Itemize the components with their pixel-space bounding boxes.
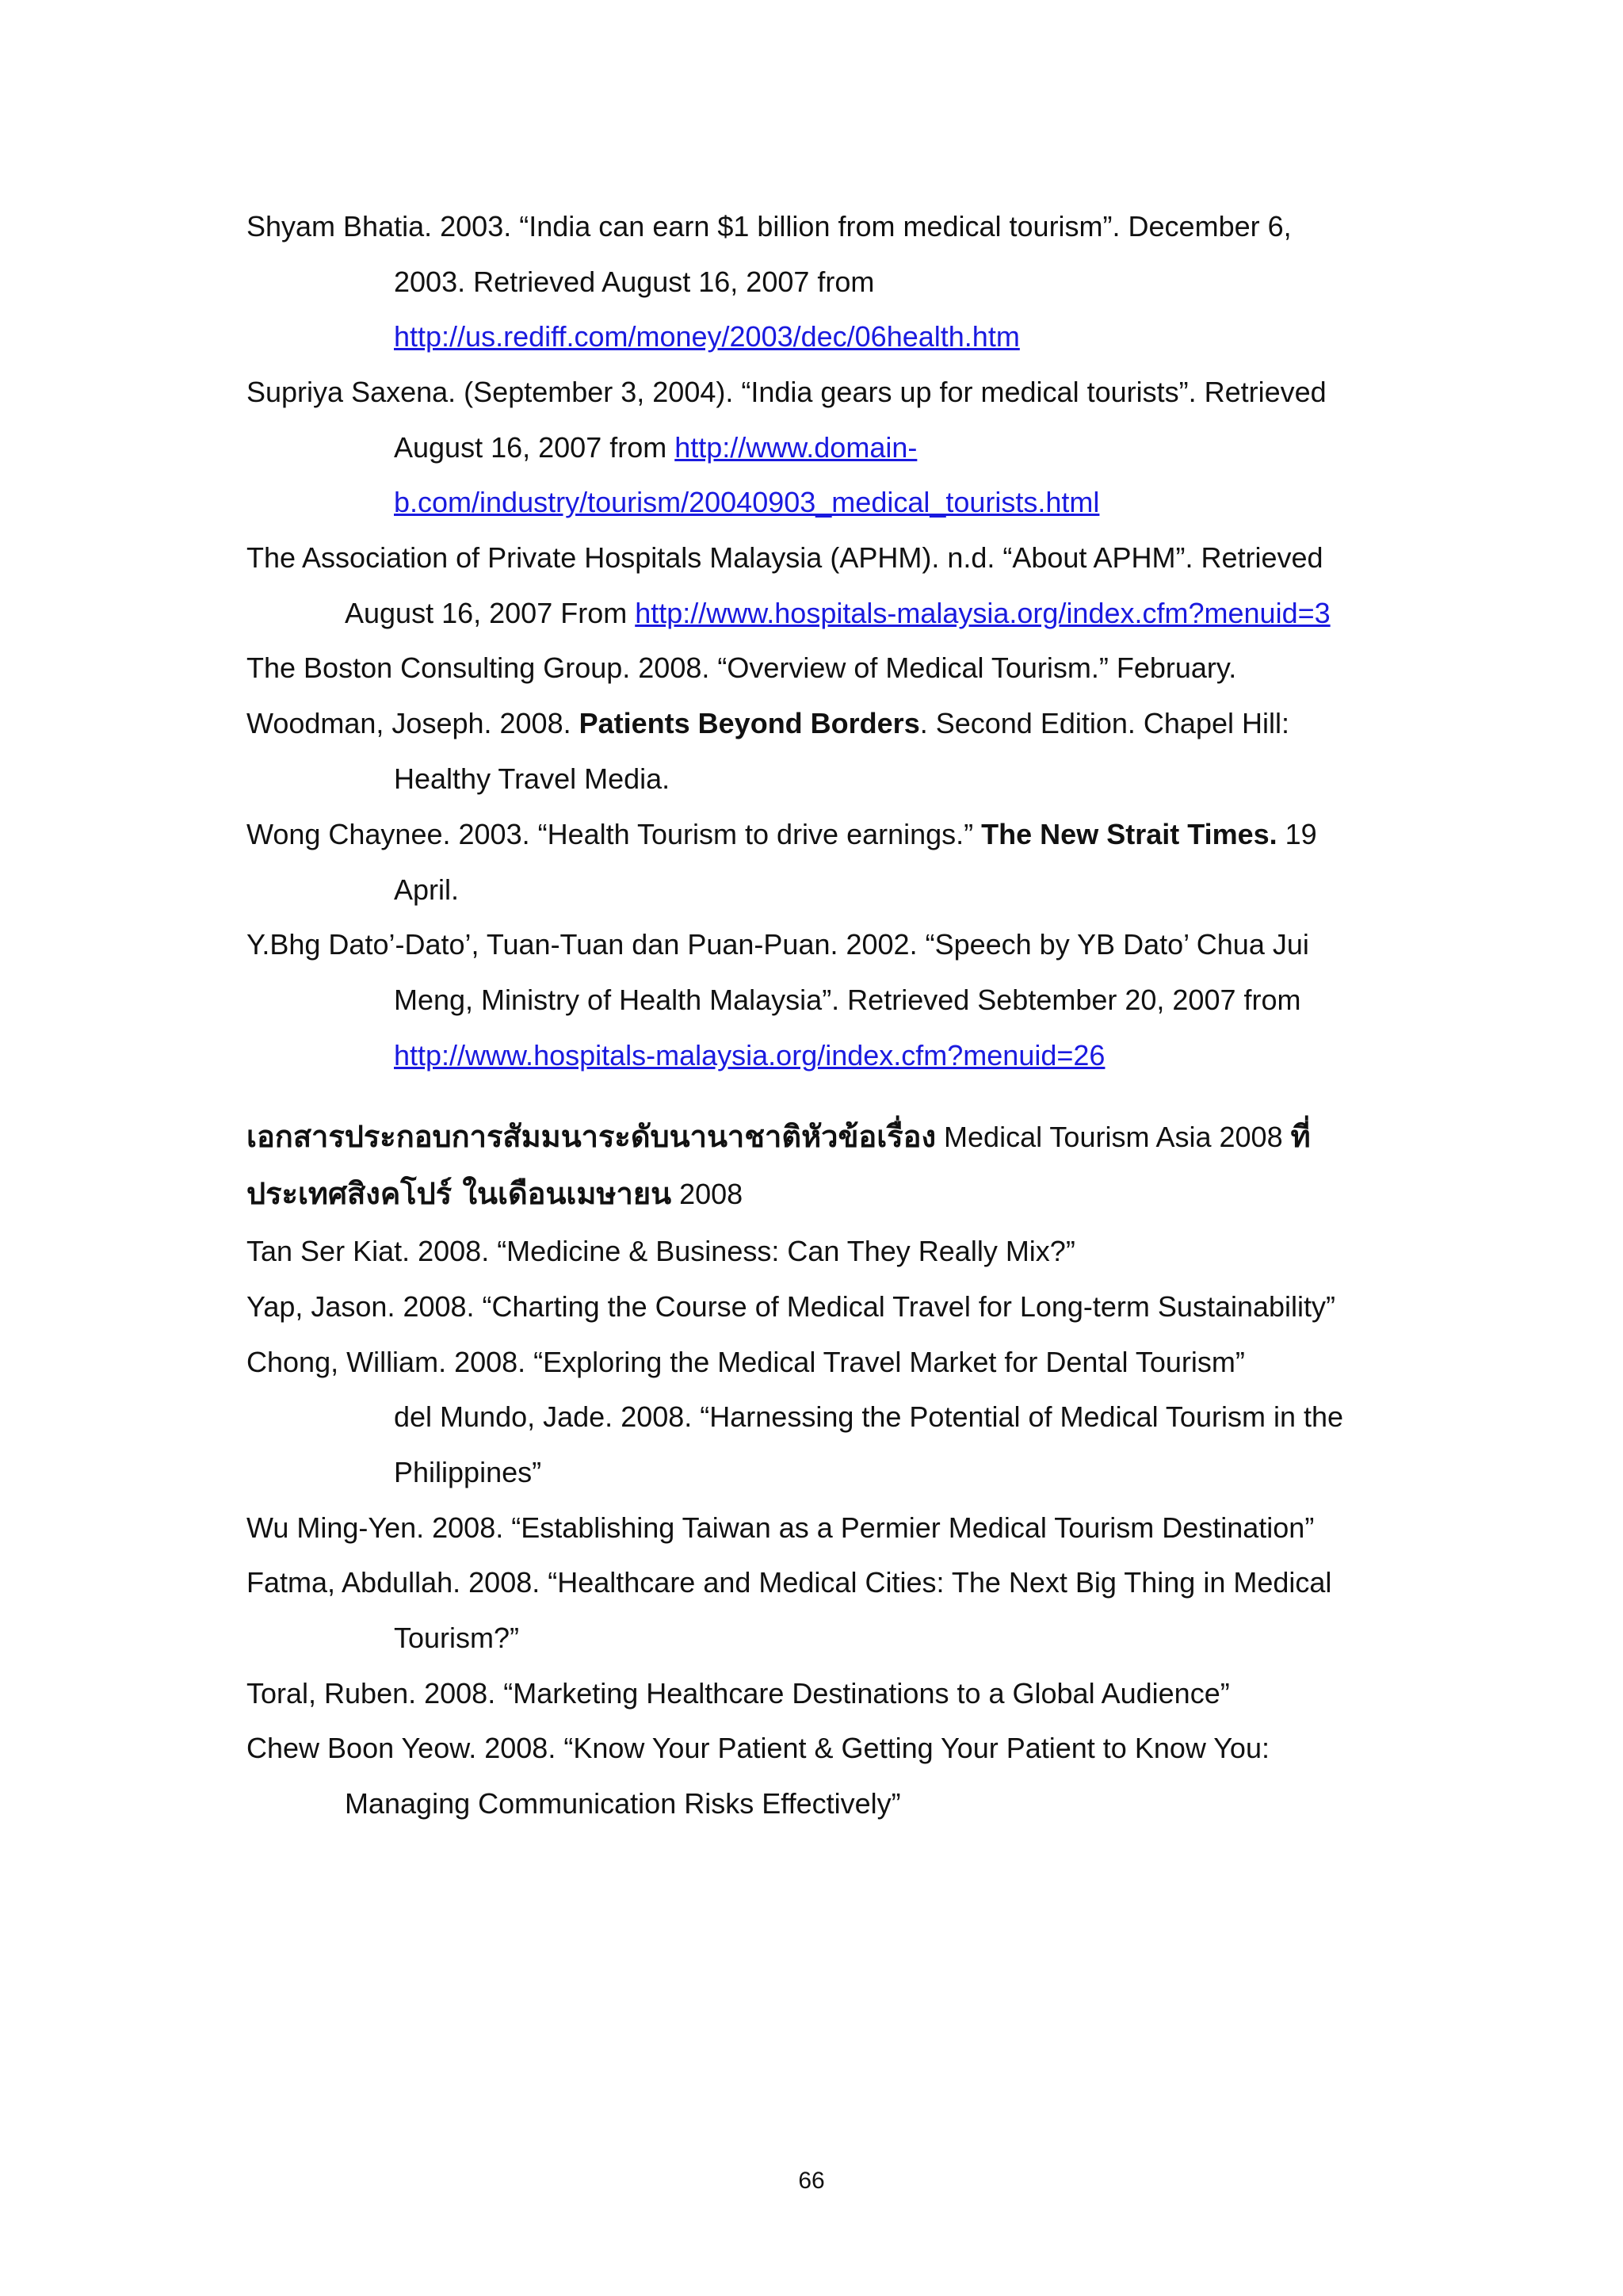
sem-fatma-line-2: Tourism?” [394, 1622, 520, 1654]
ref-woodman-publisher: . Second Edition. Chapel Hill: [919, 707, 1289, 739]
ref-dato-line-1: Y.Bhg Dato’-Dato’, Tuan-Tuan dan Puan-Puan. 2002. “Speech by YB Dato’ Chua Jui [246, 928, 1309, 961]
section-heading-location: ประเทศสิงคโปร์ ในเดือนเมษายน [246, 1176, 672, 1211]
sem-toral-ruben: Toral, Ruben. 2008. “Marketing Healthcare Destinations to a Global Audience” [246, 1677, 1230, 1710]
ref-dato-line-2: Meng, Ministry of Health Malaysia”. Retrieved Sebtember 20, 2007 from [394, 984, 1301, 1016]
section-heading-thai-at: ที่ [1290, 1119, 1311, 1154]
section-heading-line-1 [246, 1119, 1311, 1155]
aphm-menuid-26-link[interactable]: http://www.hospitals-malaysia.org/index.cfm?menuid=26 [394, 1039, 1106, 1072]
ref-shyam-bhatia-line-2: 2003. Retrieved August 16, 2007 from [394, 266, 875, 298]
ref-shyam-bhatia-line-3 [394, 319, 1020, 354]
ref-wong-chaynee-article: Wong Chaynee. 2003. “Health Tourism to drive earnings.” [246, 818, 982, 850]
sem-wu-ming-yen: Wu Ming-Yen. 2008. “Establishing Taiwan as a Permier Medical Tourism Destination” [246, 1511, 1315, 1544]
sem-tan-ser-kiat: Tan Ser Kiat. 2008. “Medicine & Business: Can They Really Mix?” [246, 1235, 1075, 1267]
sem-fatma-line-1: Fatma, Abdullah. 2008. “Healthcare and Medical Cities: The Next Big Thing in Medical [246, 1566, 1332, 1599]
ref-supriya-saxena-line-1: Supriya Saxena. (September 3, 2004). “India gears up for medical tourists”. Retrieved [246, 376, 1327, 408]
sem-yap-jason: Yap, Jason. 2008. “Charting the Course of Medical Travel for Long-term Sustainability” [246, 1290, 1336, 1323]
section-heading-line-2 [246, 1176, 743, 1212]
rediff-link[interactable]: http://us.rediff.com/money/2003/dec/06health.htm [394, 320, 1020, 353]
sem-del-mundo-line-2: Philippines” [394, 1456, 542, 1488]
page-number: 66 [798, 2168, 825, 2194]
ref-woodman-author: Woodman, Joseph. 2008. [246, 707, 579, 739]
ref-woodman-line-2: Healthy Travel Media. [394, 762, 670, 795]
domain-b-link-part-1[interactable]: http://www.domain- [674, 431, 918, 464]
ref-supriya-saxena-retrieved: August 16, 2007 from [394, 431, 675, 464]
ref-woodman-book-title: Patients Beyond Borders [579, 707, 920, 739]
ref-wong-chaynee-line-1 [246, 817, 1317, 852]
sem-chew-boon-yeow-line-2: Managing Communication Risks Effectively” [345, 1787, 901, 1820]
ref-supriya-saxena-line-3 [394, 485, 1099, 520]
aphm-menuid-3-link[interactable]: http://www.hospitals-malaysia.org/index.cfm?menuid=3 [635, 597, 1331, 629]
ref-wong-chaynee-line-2: April. [394, 873, 460, 906]
section-heading-year: 2008 [671, 1178, 743, 1210]
ref-aphm-retrieved: August 16, 2007 From [345, 597, 636, 629]
sem-chew-boon-yeow-line-1: Chew Boon Yeow. 2008. “Know Your Patient & Getting Your Patient to Know You: [246, 1732, 1270, 1764]
ref-supriya-saxena-line-2 [394, 430, 917, 465]
section-heading-event: Medical Tourism Asia 2008 [936, 1121, 1291, 1153]
domain-b-link-part-2[interactable]: b.com/industry/tourism/20040903_medical_tourists.html [394, 486, 1100, 518]
ref-woodman-line-1 [246, 706, 1289, 741]
ref-shyam-bhatia-line-1: Shyam Bhatia. 2003. “India can earn $1 billion from medical tourism”. December 6, [246, 210, 1292, 243]
ref-wong-chaynee-newspaper: The New Strait Times. [981, 818, 1277, 850]
ref-aphm-line-2 [345, 596, 1331, 631]
section-heading-thai: เอกสารประกอบการสัมมนาระดับนานาชาติหัวข้อเรื่อง [246, 1119, 937, 1154]
ref-aphm-line-1: The Association of Private Hospitals Malaysia (APHM). n.d. “About APHM”. Retrieved [246, 541, 1323, 574]
ref-dato-line-3 [394, 1038, 1105, 1073]
ref-wong-chaynee-day: 19 [1277, 818, 1317, 850]
ref-bcg-line-1: The Boston Consulting Group. 2008. “Overview of Medical Tourism.” February. [246, 651, 1237, 684]
sem-chong-william: Chong, William. 2008. “Exploring the Medical Travel Market for Dental Tourism” [246, 1346, 1245, 1378]
sem-del-mundo-line-1: del Mundo, Jade. 2008. “Harnessing the Potential of Medical Tourism in the [394, 1400, 1344, 1433]
